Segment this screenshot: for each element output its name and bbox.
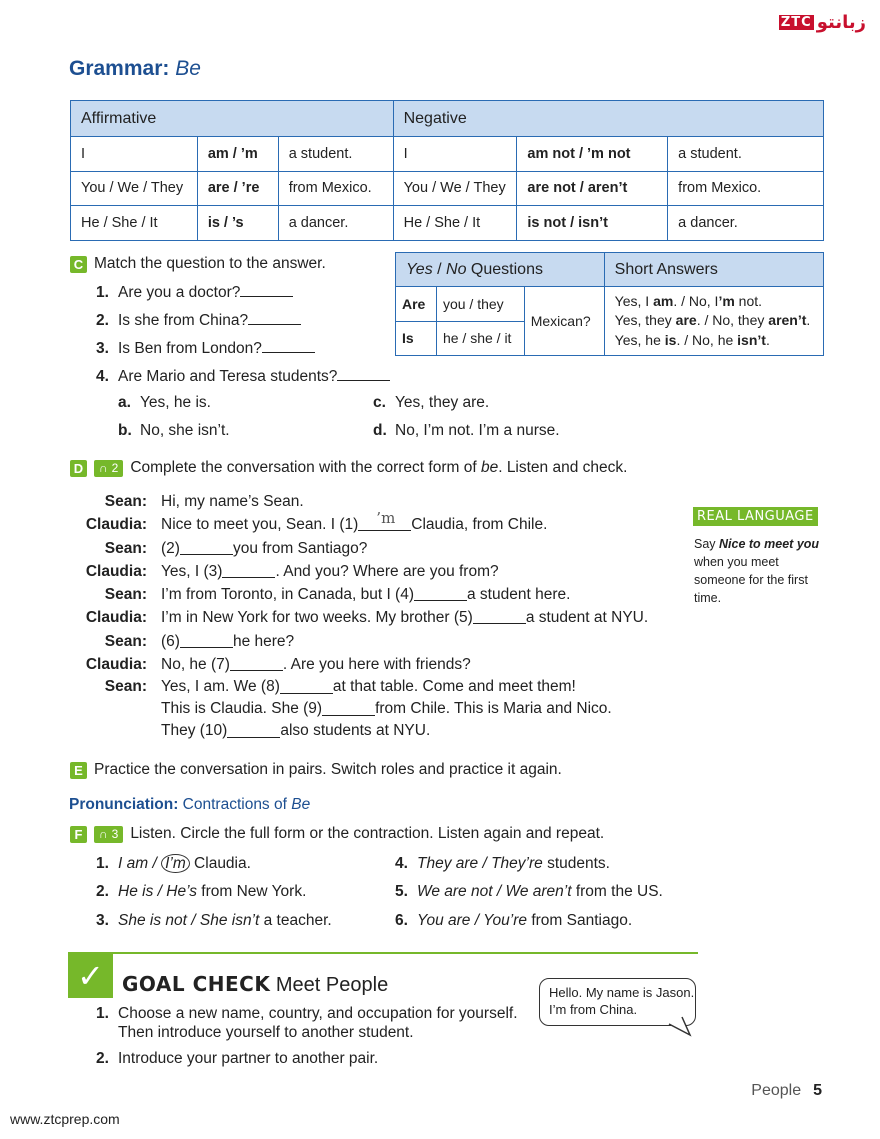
cell: from Mexico. — [278, 171, 393, 206]
conversation-line: Sean: Yes, I am. We (8) at that table. Come and meet them! — [104, 678, 576, 696]
handwritten-answer: ’m — [376, 509, 396, 528]
affirmative-header: Affirmative — [71, 101, 394, 137]
cell — [197, 206, 278, 241]
full-form[interactable]: She is not — [118, 912, 187, 929]
section-d-instruction: D ∩ 2 Complete the conversation with the correct form of be. Listen and check. — [70, 459, 627, 477]
answer-blank[interactable] — [322, 702, 375, 716]
table-row — [71, 206, 824, 241]
cell: You / We / They — [393, 171, 517, 206]
full-form[interactable]: He is — [118, 883, 154, 900]
cell — [197, 171, 278, 206]
conversation-line: This is Claudia. She (9) from Chile. This is Maria and Nico. — [161, 700, 612, 718]
answer-option: b. No, she isn’t. — [118, 422, 230, 439]
conversation-line: They (10) also students at NYU. — [161, 722, 431, 740]
yn-questions-header: Yes / No Questions — [396, 253, 605, 287]
pronunciation-item: 1. I am / I’m Claudia. — [96, 855, 251, 872]
audio-track[interactable]: ∩ 3 — [94, 826, 123, 843]
full-form[interactable]: I am — [118, 855, 149, 872]
logo-ztc: ZTC — [780, 15, 812, 30]
answer-blank[interactable] — [222, 564, 275, 578]
logo-brand: زبانتو — [816, 12, 866, 33]
conversation-line: Sean: Hi, my name’s Sean. — [104, 493, 304, 510]
pronunciation-item: 2. He is / He’s from New York. — [96, 883, 307, 900]
page-title — [69, 57, 201, 81]
cell: Mexican? — [524, 287, 604, 356]
cell: a student. — [668, 137, 824, 172]
cell: from Mexico. — [668, 171, 824, 206]
answer-blank[interactable] — [414, 587, 467, 601]
cell: He / She / It — [71, 206, 198, 241]
answer-blank[interactable] — [337, 367, 390, 381]
section-badge: C — [70, 256, 87, 273]
cell: You / We / They — [71, 171, 198, 206]
question-item: 4. Are Mario and Teresa students? — [96, 367, 390, 386]
conversation — [80, 490, 648, 742]
headphones-icon: ∩ — [99, 827, 108, 841]
contraction[interactable]: They’re — [491, 855, 543, 872]
contraction-circled[interactable]: I’m — [161, 854, 190, 873]
speech-bubble-tail — [668, 1014, 694, 1038]
cell: a dancer. — [278, 206, 393, 241]
cell: a student. — [278, 137, 393, 172]
goal-item: 2. Introduce your partner to another pair. — [96, 1050, 379, 1067]
answer-blank[interactable] — [230, 657, 283, 671]
cell: Is — [396, 321, 437, 356]
title-emphasis: Be — [175, 57, 201, 80]
section-badge: D — [70, 460, 87, 477]
contraction[interactable]: She isn’t — [199, 912, 260, 929]
answer-blank[interactable] — [358, 509, 411, 531]
verb-form: are / ’re — [207, 180, 260, 197]
pronunciation-heading: Pronunciation: Contractions of Be — [69, 796, 311, 813]
answer-option: c. Yes, they are. — [373, 394, 490, 411]
conversation-line: Sean: (2) you from Santiago? — [104, 539, 368, 557]
conversation-line: Sean: I’m from Toronto, in Canada, but I (4) a student here. — [104, 586, 571, 604]
cell: He / She / It — [393, 206, 517, 241]
be-grammar-table — [70, 100, 824, 241]
pronunciation-item: 4. They are / They’re students. — [395, 855, 610, 872]
speech-bubble: Hello. My name is Jason. I’m from China. — [539, 978, 696, 1026]
section-f-instruction: F ∩ 3 Listen. Circle the full form or the contraction. Listen again and repeat. — [70, 825, 604, 843]
title-label: Grammar: — [69, 57, 170, 80]
footer-url[interactable]: www.ztcprep.com — [10, 1111, 120, 1127]
full-form[interactable]: You are — [417, 912, 471, 929]
verb-form: is not / isn’t — [527, 214, 608, 231]
goal-check-title: GOAL CHECK Meet People — [122, 972, 389, 996]
cell — [197, 137, 278, 172]
answer-blank[interactable] — [227, 724, 280, 738]
cell: you / they — [436, 287, 524, 322]
page-footer: People 5 — [751, 1082, 822, 1099]
contraction[interactable]: You’re — [483, 912, 528, 929]
answer-blank[interactable] — [473, 610, 526, 624]
section-c-instruction: C Match the question to the answer. — [70, 255, 326, 273]
answer-blank[interactable] — [180, 541, 233, 555]
cell — [517, 171, 668, 206]
cell: I — [71, 137, 198, 172]
check-icon: ✓ — [68, 954, 113, 998]
short-answers-header: Short Answers — [604, 253, 823, 287]
full-form[interactable]: They are — [417, 855, 479, 872]
verb-form: are not / aren’t — [527, 180, 628, 197]
section-badge: F — [70, 826, 87, 843]
cell — [517, 206, 668, 241]
answer-blank[interactable] — [180, 634, 233, 648]
answer-blank[interactable] — [262, 339, 315, 353]
question-item: 3. Is Ben from London? — [96, 339, 315, 358]
goal-divider — [68, 952, 698, 954]
conversation-line: Sean: (6) he here? — [104, 632, 295, 650]
real-language-note: Say Nice to meet you when you meet someone for the first time. — [694, 537, 820, 605]
cell — [517, 137, 668, 172]
table-row — [71, 137, 824, 172]
goal-item: 1. Choose a new name, country, and occupation for yourself. Then introduce yourself to another student. — [96, 1005, 518, 1041]
section-badge: E — [70, 762, 87, 779]
contraction[interactable]: We aren’t — [505, 883, 572, 900]
contraction[interactable]: He’s — [166, 883, 197, 900]
cell: Are — [396, 287, 437, 322]
conversation-line: Claudia: I’m in New York for two weeks. My brother (5) a student at NYU. — [85, 609, 649, 627]
verb-form: is / ’s — [207, 214, 244, 231]
table-row — [71, 171, 824, 206]
pronunciation-item: 6. You are / You’re from Santiago. — [395, 912, 633, 929]
answer-blank[interactable] — [240, 283, 293, 297]
short-answers-cell: Yes, I am. / No, I’m not. Yes, they are. / No, they aren’t. Yes, he is. / No, he isn’t. — [604, 287, 823, 356]
verb-form: am not / ’m not — [527, 145, 631, 162]
cell: he / she / it — [436, 321, 524, 356]
section-e-instruction: E Practice the conversation in pairs. Switch roles and practice it again. — [70, 761, 562, 779]
negative-header: Negative — [393, 101, 823, 137]
conversation-line: Claudia: Nice to meet you, Sean. I (1) ’m Claudia, from Chile. — [85, 509, 548, 534]
headphones-icon: ∩ — [99, 461, 108, 475]
conversation-line: Claudia: No, he (7) . Are you here with friends? — [85, 656, 471, 674]
site-logo — [779, 12, 866, 33]
answer-blank[interactable] — [280, 680, 333, 694]
answer-option: a. Yes, he is. — [118, 394, 211, 411]
yes-no-table — [395, 252, 824, 356]
answer-blank[interactable] — [248, 311, 301, 325]
verb-form: am / ’m — [207, 145, 258, 162]
real-language-heading: REAL LANGUAGE — [693, 507, 818, 526]
answer-option: d. No, I’m not. I’m a nurse. — [373, 422, 560, 439]
pronunciation-item: 5. We are not / We aren’t from the US. — [395, 883, 663, 900]
full-form[interactable]: We are not — [417, 883, 493, 900]
audio-track[interactable]: ∩ 2 — [94, 460, 123, 477]
question-item: 1. Are you a doctor? — [96, 283, 293, 302]
conversation-line: Claudia: Yes, I (3) . And you? Where are you from? — [85, 562, 499, 580]
cell: I — [393, 137, 517, 172]
cell: a dancer. — [668, 206, 824, 241]
pronunciation-item: 3. She is not / She isn’t a teacher. — [96, 912, 332, 929]
question-item: 2. Is she from China? — [96, 311, 301, 330]
